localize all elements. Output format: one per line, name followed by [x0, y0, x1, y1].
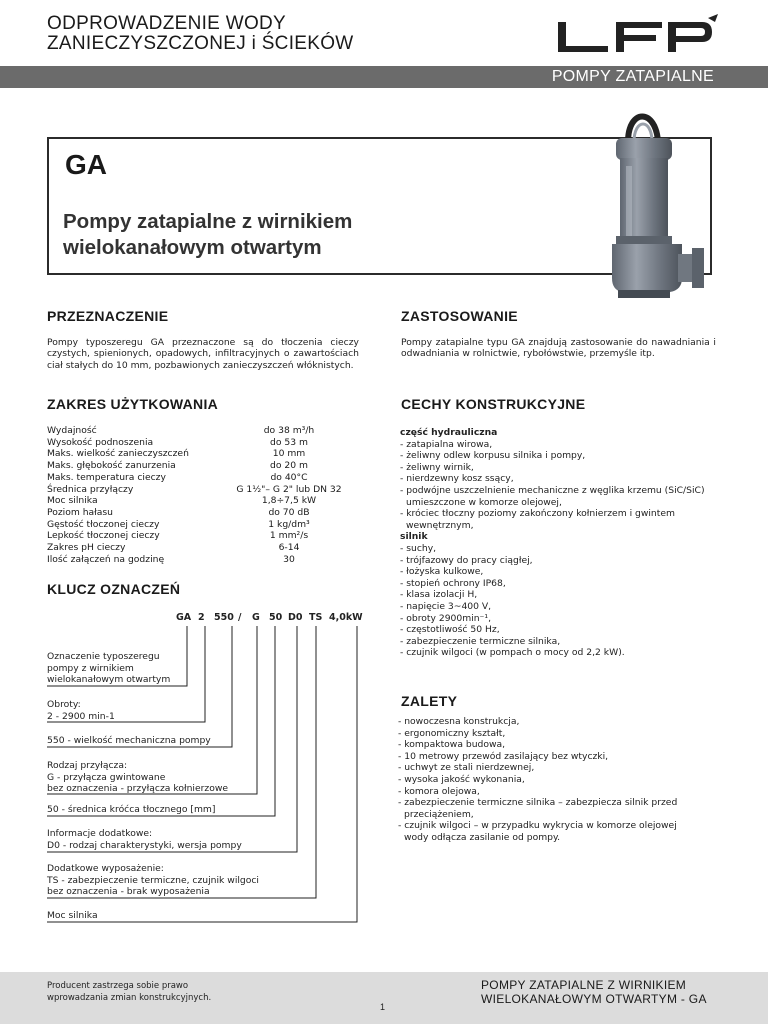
- zakres-label: Lepkość tłoczonej cieczy: [47, 530, 160, 542]
- list-item: - podwójne uszczelnienie mechaniczne z węglika krzemu (SiC/SiC): [400, 484, 705, 496]
- designation-code: [176, 612, 366, 626]
- zalety-list: [398, 716, 718, 844]
- key-label-line: 2 - 2900 min-1: [47, 710, 115, 722]
- key-label-line: bez oznaczenia - brak wyposażenia: [47, 886, 210, 898]
- code-part-connection: G: [252, 612, 260, 623]
- key-label-line: 50 - średnica króćca tłocznego [mm]: [47, 804, 216, 815]
- category-label: POMPY ZATAPIALNE: [551, 68, 714, 85]
- list-item: - łożyska kulkowe,: [400, 566, 484, 578]
- list-item: - żeliwny odlew korpusu silnika i pompy,: [400, 450, 586, 462]
- list-item: - nierdzewny kosz ssący,: [400, 473, 514, 485]
- key-label-line: Oznaczenie typoszeregu: [47, 651, 160, 662]
- zakres-label: Wydajność: [47, 425, 97, 436]
- key-label-line: Obroty:: [47, 699, 81, 710]
- zakres-label: Maks. wielkość zanieczyszczeń: [47, 448, 189, 460]
- code-part-size: 550: [214, 612, 234, 623]
- zakres-label: Poziom hałasu: [47, 506, 114, 518]
- zakres-label: Średnica przyłączy: [47, 483, 134, 495]
- zakres-value: do 70 dB: [268, 506, 310, 518]
- footer-title: [481, 978, 707, 1006]
- product-title-line-2: wielokanałowym otwartym: [63, 236, 322, 259]
- list-item: - suchy,: [400, 542, 437, 554]
- zakres-value: 10 mm: [272, 448, 306, 460]
- zakres-table: [47, 425, 359, 575]
- key-label-power: [47, 910, 98, 922]
- list-item: - stopień ochrony IP68,: [400, 577, 506, 589]
- key-label-line: bez oznaczenia - przyłącza kołnierzowe: [47, 783, 228, 795]
- list-item: - kompaktowa budowa,: [398, 739, 506, 751]
- key-label-line: Rodzaj przyłącza:: [47, 760, 128, 771]
- footer-title-line: WIELOKANAŁOWYM OTWARTYM - GA: [481, 992, 707, 1006]
- list-item: - obroty 2900min⁻¹,: [400, 612, 492, 624]
- zakres-label: Zakres pH cieczy: [47, 542, 126, 553]
- list-item: wewnętrznym,: [406, 519, 474, 531]
- list-item: - klasa izolacji H,: [400, 589, 478, 601]
- footer-note-line: Producent zastrzega sobie prawo: [47, 981, 189, 991]
- list-item: - żeliwny wirnik,: [400, 461, 474, 473]
- przeznaczenie-text: Pompy typoszeregu GA przeznaczone są do tłoczenia cieczy czystych, spienionych, opadowych, infiltracyjnych o zawartościach ciał stałych do 10 mm, pozbawionych zanieczyszczeń włóknistych.: [47, 337, 359, 371]
- zakres-row: [47, 448, 359, 460]
- key-label-line: Informacje dodatkowe:: [47, 828, 153, 839]
- zakres-value: 1 mm²/s: [269, 530, 309, 542]
- zakres-row: [47, 554, 359, 566]
- key-label-info: [47, 828, 242, 851]
- key-label-line: 550 - wielkość mechaniczna pompy: [47, 735, 211, 746]
- zakres-value: G 1½"– G 2" lub DN 32: [236, 483, 342, 495]
- key-label-equipment: [47, 863, 259, 898]
- zakres-row: [47, 472, 359, 484]
- page-number: 1: [380, 1002, 386, 1012]
- list-item: - 10 metrowy przewód zasilający bez wtyczki,: [398, 750, 609, 762]
- list-item: - uchwyt ze stali nierdzewnej,: [398, 762, 535, 774]
- key-label-diameter: [47, 804, 215, 816]
- key-label-line: wielokanałowym otwartym: [47, 674, 171, 686]
- product-title: [63, 209, 352, 261]
- zakres-label: Gęstość tłoczonej cieczy: [47, 518, 160, 530]
- document-title: [47, 14, 467, 54]
- zastosowanie-text: Pompy zatapialne typu GA znajdują zastosowanie do nawadniania i odwadniania w rolnictwie, rybołówstwie, przemyśle itp.: [401, 337, 716, 360]
- list-item: - zatapialna wirowa,: [400, 438, 493, 450]
- list-item: umieszczone w komorze olejowej,: [406, 496, 562, 508]
- category-band: [0, 66, 768, 88]
- list-item: - nowoczesna konstrukcja,: [398, 716, 520, 727]
- key-label-line: Dodatkowe wyposażenie:: [47, 863, 164, 874]
- footer-note: [47, 980, 211, 1004]
- zakres-label: Maks. temperatura cieczy: [47, 471, 166, 483]
- zakres-value: 1,8÷7,5 kW: [261, 495, 317, 507]
- connector-size: [47, 626, 232, 747]
- cechy-list: [400, 427, 720, 659]
- zalety-heading: ZALETY: [401, 693, 458, 709]
- key-label-line: Moc silnika: [47, 910, 98, 921]
- cechy-section-title: silnik: [400, 531, 428, 543]
- list-item: - napięcie 3~400 V,: [400, 600, 492, 612]
- list-item: - trójfazowy do pracy ciągłej,: [400, 554, 533, 566]
- code-part-series: GA: [176, 612, 192, 623]
- key-label-speed: [47, 699, 115, 722]
- zakres-row: [47, 519, 359, 531]
- zakres-row: [47, 530, 359, 542]
- document-title-line-2: ZANIECZYSZCZONEJ i ŚCIEKÓW: [47, 33, 354, 54]
- footer: [0, 972, 768, 1024]
- code-part-speed: 2: [198, 612, 205, 623]
- list-item: wody odłącza zasilanie od pompy.: [404, 831, 561, 843]
- list-item: - zabezpieczenie termiczne silnika,: [400, 635, 561, 647]
- przeznaczenie-heading: PRZEZNACZENIE: [47, 308, 169, 324]
- zakres-row: [47, 484, 359, 496]
- zakres-value: do 20 m: [270, 460, 308, 472]
- list-item: - wysoka jakość wykonania,: [398, 773, 525, 785]
- list-item: - ergonomiczny kształt,: [398, 727, 506, 739]
- zakres-row: [47, 495, 359, 507]
- list-item: - częstotliwość 50 Hz,: [400, 624, 500, 636]
- document-title-line-1: ODPROWADZENIE WODY: [47, 13, 287, 34]
- code-part-diameter: 50: [269, 612, 283, 623]
- footer-note-line: wprowadzania zmian konstrukcyjnych.: [47, 993, 212, 1003]
- zastosowanie-heading: ZASTOSOWANIE: [401, 308, 518, 324]
- zakres-value: do 38 m³/h: [263, 425, 315, 436]
- code-part-equipment: TS: [309, 612, 323, 623]
- key-label-series: [47, 651, 170, 686]
- zakres-value: do 40°C: [270, 471, 308, 483]
- zakres-row: [47, 507, 359, 519]
- logo-text: LFP: [558, 20, 560, 21]
- code-part-slash: /: [238, 612, 242, 623]
- zakres-label: Ilość załączeń na godzinę: [47, 553, 165, 565]
- zakres-row: [47, 437, 359, 449]
- list-item: - komora olejowa,: [398, 785, 480, 797]
- zakres-label: Maks. głębokość zanurzenia: [47, 460, 176, 472]
- product-code: GA: [65, 149, 107, 180]
- key-label-line: D0 - rodzaj charakterystyki, wersja pompy: [47, 839, 242, 851]
- key-label-size: [47, 735, 211, 747]
- key-label-line: G - przyłącza gwintowane: [47, 771, 166, 783]
- cechy-heading: CECHY KONSTRUKCYJNE: [401, 396, 586, 412]
- zakres-value: 30: [283, 553, 295, 565]
- zakres-row: [47, 460, 359, 472]
- zakres-heading: ZAKRES UŻYTKOWANIA: [47, 396, 219, 412]
- zakres-value: 6-14: [278, 542, 300, 553]
- klucz-heading: KLUCZ OZNACZEŃ: [47, 581, 181, 597]
- zakres-value: 1 kg/dm³: [268, 518, 310, 530]
- zakres-value: do 53 m: [270, 436, 308, 448]
- zakres-row: [47, 542, 359, 554]
- key-label-connection: [47, 760, 228, 795]
- lfp-logo: [556, 12, 721, 54]
- pump-image: [600, 108, 710, 304]
- code-part-info: D0: [288, 612, 303, 623]
- zakres-row: [47, 425, 359, 437]
- list-item: - czujnik wilgoci – w przypadku wykrycia w komorze olejowej: [398, 820, 677, 832]
- zakres-label: Wysokość podnoszenia: [47, 436, 154, 448]
- key-label-line: TS - zabezpieczenie termiczne, czujnik wilgoci: [47, 874, 259, 886]
- cechy-section-title: część hydrauliczna: [400, 427, 498, 438]
- list-item: - króciec tłoczny poziomy zakończony kołnierzem i gwintem: [400, 508, 675, 520]
- list-item: przeciążeniem,: [404, 808, 474, 820]
- key-label-line: pompy z wirnikiem: [47, 662, 134, 674]
- product-title-line-1: Pompy zatapialne z wirnikiem: [63, 210, 353, 233]
- list-item: - czujnik wilgoci (w pompach o mocy od 2,2 kW).: [400, 647, 625, 659]
- list-item: - zabezpieczenie termiczne silnika – zabezpiecza silnik przed: [398, 797, 678, 809]
- code-part-power: 4,0kW: [329, 612, 363, 623]
- zakres-label: Moc silnika: [47, 495, 98, 507]
- footer-title-line: POMPY ZATAPIALNE Z WIRNIKIEM: [481, 978, 687, 992]
